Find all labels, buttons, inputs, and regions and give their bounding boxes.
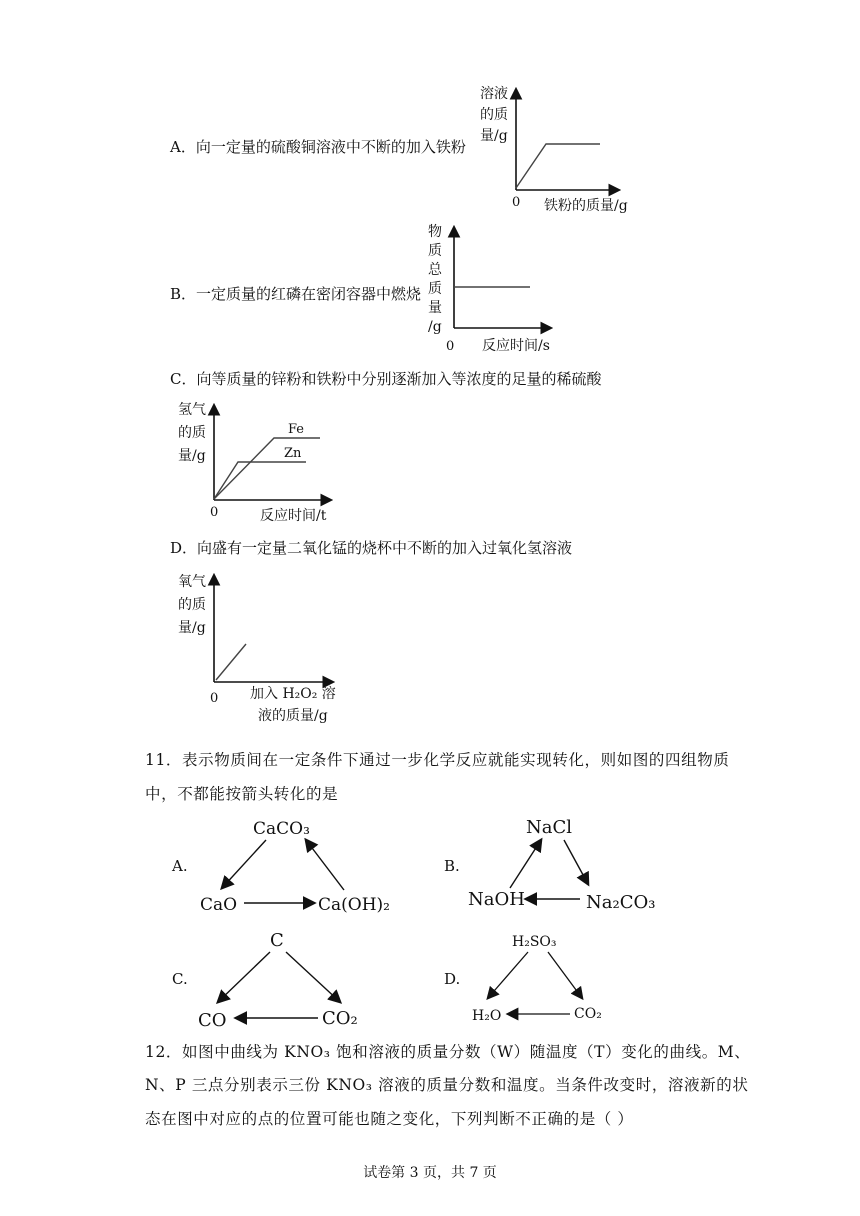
q11-c-left: CO [198,1010,227,1031]
graph-d-origin: 0 [210,691,219,706]
graph-d-x-label-2: 液的质量/g [258,708,328,724]
graph-a-curve [516,144,600,188]
q11-stem-line-2: 中，不都能按箭头转化的是 [145,785,339,803]
option-b-text: B．一定质量的红磷在密闭容器中燃烧 [170,285,422,303]
q11-d-arrow-top-left [488,952,528,998]
graph-b-y-label-6: /g [428,319,442,335]
q11-d-top: H₂SO₃ [512,934,557,950]
graph-c-y-label-3: 量/g [178,448,206,464]
graph-a-origin: 0 [512,195,521,210]
q11-b-label: B. [444,857,460,875]
q11-b-top: NaCl [526,817,573,838]
graph-b-y-label-5: 量 [428,300,442,316]
q11-a-top: CaCO₃ [253,819,310,839]
graph-c-x-label: 反应时间/t [260,508,327,524]
q11-a-label: A. [172,857,188,875]
q12-stem-line-1: 12．如图中曲线为 KNO₃ 饱和溶液的质量分数（W）随温度（T）变化的曲线。M、 [145,1043,751,1061]
q11-b-right: Na₂CO₃ [586,892,656,913]
graph-d-y-label-2: 的质 [178,597,206,613]
graph-b-y-label-3: 总 [428,262,442,278]
graph-d-y-label-3: 量/g [178,620,206,636]
q11-c-label: C. [172,970,188,988]
graph-c-fe-label: Fe [288,422,305,437]
graph-b [420,218,570,358]
q12-stem-line-2: N、P 三点分别表示三份 KNO₃ 溶液的质量分数和温度。当条件改变时，溶液新的状 [145,1076,749,1094]
q11-diagrams [160,808,720,1040]
graph-c-zn-curve [214,462,306,499]
q11-a-arrow-right-top [306,840,344,890]
graph-d-y-label-1: 氧气 [178,574,206,590]
q11-d-label: D. [444,970,461,988]
option-d-text: D．向盛有一定量二氧化锰的烧杯中不断的加入过氧化氢溶液 [170,539,573,557]
graph-d-x-label-1: 加入 H₂O₂ 溶 [250,686,336,702]
graph-d-curve [216,644,246,680]
q11-a-left: CaO [200,895,238,915]
q11-c-arrow-top-left [218,952,270,1002]
graph-b-origin: 0 [446,339,455,354]
q11-stem-line-1: 11．表示物质间在一定条件下通过一步化学反应就能实现转化，则如图的四组物质 [145,751,730,769]
graph-c-fe-curve [214,438,320,499]
q11-c-arrow-top-right [286,952,340,1002]
q11-b-left: NaOH [468,889,525,910]
graph-a-x-label: 铁粉的质量/g [544,198,628,214]
q11-d-right: CO₂ [574,1006,602,1022]
q11-a-arrow-top-left [222,840,266,888]
graph-b-y-label-1: 物 [428,224,442,240]
graph-d [172,568,362,728]
q12-stem-line-3: 态在图中对应的点的位置可能也随之变化，下列判断不正确的是（ ） [145,1110,634,1128]
graph-b-y-label-2: 质 [428,243,442,259]
q11-a-right: Ca(OH)₂ [318,895,390,915]
q11-c-top: C [270,930,284,951]
q11-b-arrow-left-top [510,840,541,888]
graph-c-zn-label: Zn [284,446,302,461]
graph-a-y-label-2: 的质 [480,107,508,123]
graph-a-y-label-3: 量/g [480,128,508,144]
option-c-text: C．向等质量的锌粉和铁粉中分别逐渐加入等浓度的足量的稀硫酸 [170,370,602,388]
graph-c-y-label-1: 氢气 [178,402,206,418]
q11-b-arrow-top-right [564,840,588,884]
graph-a-y-label-1: 溶液 [480,86,508,102]
graph-b-y-label-4: 质 [428,281,442,297]
q11-d-arrow-top-right [548,952,582,998]
option-a-text: A．向一定量的硫酸铜溶液中不断的加入铁粉 [170,138,466,156]
q11-d-left: H₂O [472,1008,502,1024]
page-footer: 试卷第 3 页，共 7 页 [363,1165,497,1181]
q11-c-right: CO₂ [322,1008,358,1029]
graph-c [172,398,352,528]
graph-c-y-label-2: 的质 [178,425,206,441]
graph-b-x-label: 反应时间/s [482,338,550,354]
graph-a [470,78,650,218]
graph-c-origin: 0 [210,505,219,520]
